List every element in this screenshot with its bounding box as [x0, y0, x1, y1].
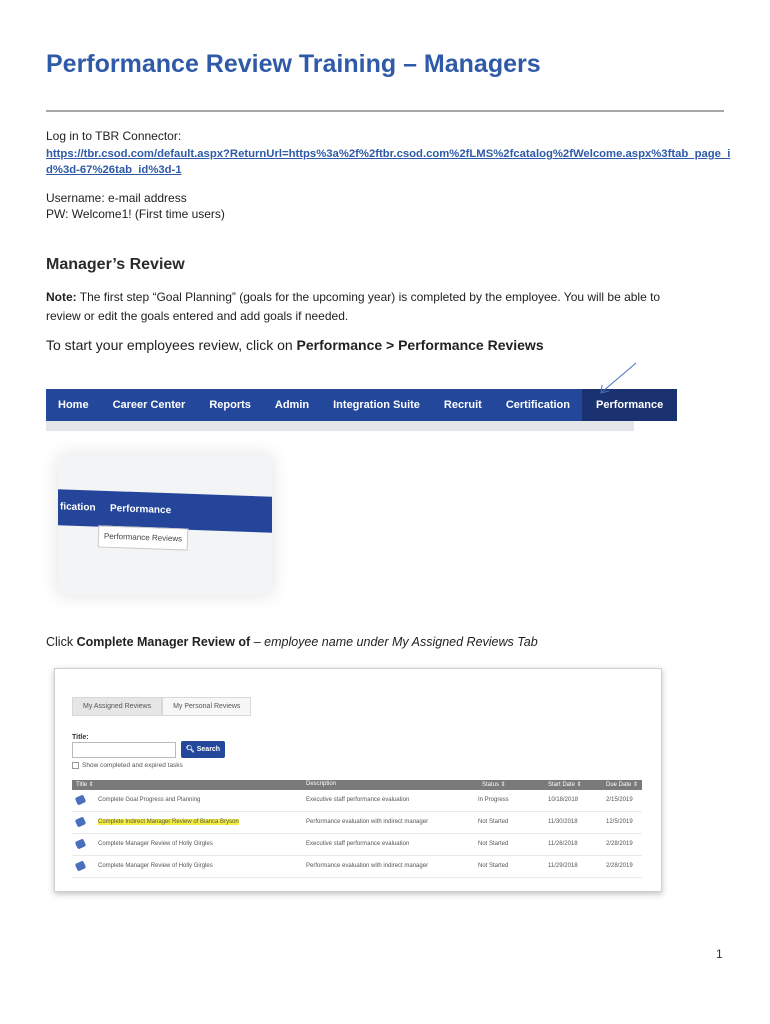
assigned-reviews-screenshot: [54, 668, 662, 892]
row-due-date: 2/15/2019: [606, 797, 633, 803]
show-completed-checkbox[interactable]: [72, 762, 183, 769]
nav-item-recruit[interactable]: Recruit: [443, 399, 482, 411]
reviews-table: [72, 780, 642, 878]
row-start-date: 11/26/2018: [548, 841, 578, 847]
title-divider: [46, 110, 724, 112]
note-paragraph: [46, 289, 726, 306]
note-text-1: The first step “Goal Planning” (goals for the upcoming year) is completed by the employee. You will be able to: [76, 290, 661, 304]
password-line: PW: Welcome1! (First time users): [46, 207, 225, 221]
nav-bar: [46, 389, 664, 421]
table-row: [72, 834, 642, 856]
row-status: Not Started: [478, 863, 509, 869]
nav-item-career-center[interactable]: Career Center: [112, 399, 186, 411]
row-due-date: 2/28/2019: [606, 841, 633, 847]
start-bold: Performance > Performance Reviews: [296, 337, 544, 353]
review-icon: [75, 816, 87, 827]
dropdown-menu-label[interactable]: Performance: [110, 503, 172, 517]
dropdown-left-text: fication: [60, 501, 96, 514]
review-icon: [75, 838, 87, 849]
title-filter-label: Title:: [72, 734, 89, 741]
tab-my-assigned-reviews[interactable]: My Assigned Reviews: [72, 697, 162, 716]
review-icon: [75, 794, 87, 805]
col-status[interactable]: Status ⇕: [482, 782, 506, 788]
row-title-link[interactable]: Complete Manager Review of Holly Girgles: [98, 863, 213, 869]
row-title-link[interactable]: Complete Manager Review of Holly Girgles: [98, 841, 213, 847]
checkbox-box[interactable]: [72, 762, 79, 769]
row-due-date: 2/28/2019: [606, 863, 633, 869]
document-title: Performance Review Training – Managers: [46, 50, 541, 78]
username-line: Username: e-mail address: [46, 191, 187, 205]
start-text: To start your employees review, click on: [46, 337, 297, 353]
click-bold: Complete Manager Review of: [76, 635, 251, 649]
dropdown-nav-bar: [58, 489, 272, 532]
click-instruction: [46, 634, 538, 651]
col-description: Description: [306, 781, 337, 787]
row-status: In Progress: [478, 797, 509, 803]
page-number: 1: [716, 947, 723, 961]
nav-bar-screenshot: [46, 389, 664, 431]
login-url-link[interactable]: https://tbr.csod.com/default.aspx?ReturnUrl=https%3a%2f%2ftbr.csod.com%2fLMS%2fcatalog%2fWelcome.aspx%3ftab_page_i: [46, 148, 731, 160]
performance-reviews-menu-item[interactable]: Performance Reviews: [98, 525, 189, 550]
col-title[interactable]: Title ⇕: [76, 782, 94, 788]
tab-my-personal-reviews[interactable]: My Personal Reviews: [162, 697, 251, 716]
table-header: [72, 780, 642, 790]
search-icon: 🔍︎: [185, 746, 195, 753]
table-row: [72, 790, 642, 812]
click-prefix: Click: [46, 635, 77, 649]
row-description: Executive staff performance evaluation: [306, 841, 410, 847]
row-description: Performance evaluation with indirect manager: [306, 819, 429, 825]
nav-item-certification[interactable]: Certification: [505, 399, 570, 411]
show-completed-label: Show completed and expired tasks: [82, 762, 183, 769]
row-status: Not Started: [478, 819, 509, 825]
row-due-date: 12/5/2019: [606, 819, 633, 825]
col-due-date[interactable]: Due Date ⇕: [606, 782, 639, 788]
start-instruction: [46, 337, 544, 353]
section-heading: Manager’s Review: [46, 256, 185, 273]
row-title-link[interactable]: Complete Goal Progress and Planning: [98, 797, 201, 803]
row-start-date: 10/18/2018: [548, 797, 579, 803]
nav-item-home[interactable]: Home: [58, 399, 89, 411]
row-title-link-highlighted[interactable]: Complete Indirect Manager Review of Bianca Bryson: [98, 819, 239, 825]
note-label: Note:: [46, 290, 77, 304]
search-button[interactable]: [181, 741, 225, 758]
click-dash: –: [250, 635, 265, 649]
performance-dropdown-screenshot: [58, 455, 272, 595]
note-text-2: review or edit the goals entered and add goals if needed.: [46, 309, 349, 323]
review-icon: [75, 860, 87, 871]
login-label: Log in to TBR Connector:: [46, 129, 182, 143]
pointer-arrow-icon: [596, 360, 640, 396]
row-start-date: 11/29/2018: [548, 863, 578, 869]
review-tabs: [72, 697, 251, 716]
row-description: Performance evaluation with indirect manager: [306, 863, 429, 869]
nav-item-reports[interactable]: Reports: [209, 399, 251, 411]
col-start-date[interactable]: Start Date ⇕: [548, 782, 582, 788]
title-filter-input[interactable]: [72, 742, 176, 758]
nav-item-performance[interactable]: Performance: [582, 389, 677, 421]
row-status: Not Started: [478, 841, 509, 847]
nav-item-admin[interactable]: Admin: [274, 399, 310, 411]
table-row: [72, 856, 642, 878]
click-italic: employee name under My Assigned Reviews Tab: [264, 635, 538, 649]
row-description: Executive staff performance evaluation: [306, 797, 410, 803]
nav-item-integration-suite[interactable]: Integration Suite: [333, 399, 420, 411]
row-start-date: 11/30/2018: [548, 819, 578, 825]
table-row: [72, 812, 642, 834]
login-url-link-continued[interactable]: d%3d-67%26tab_id%3d-1: [46, 164, 182, 176]
search-button-label: Search: [196, 746, 221, 753]
